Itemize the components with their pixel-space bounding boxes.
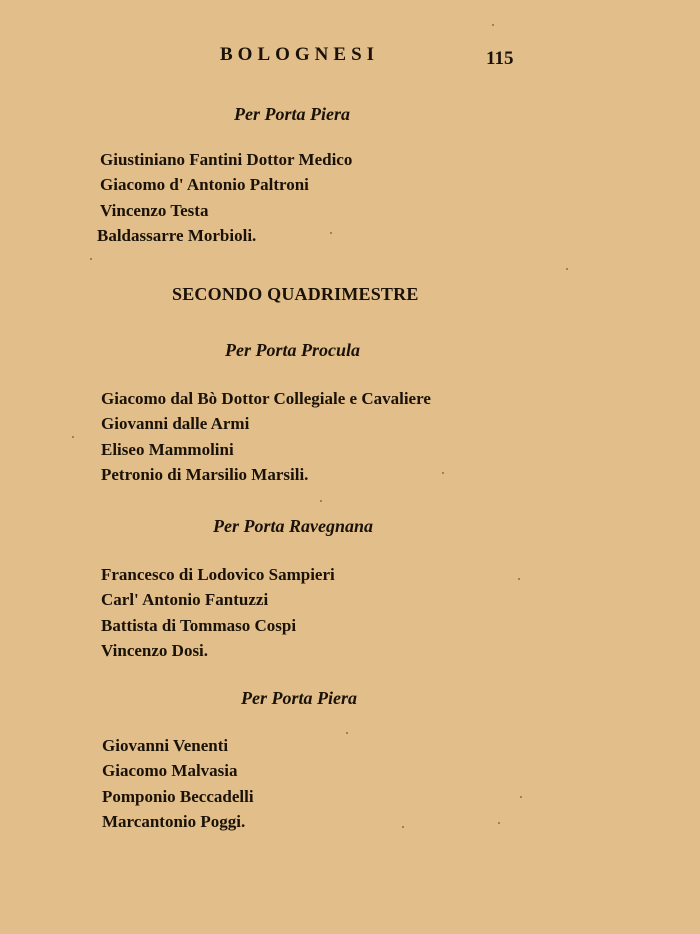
list-item: Giacomo Malvasia [102, 761, 238, 781]
name-list-porta-piera-2 [102, 733, 254, 834]
list-item: Carl' Antonio Fantuzzi [101, 590, 269, 610]
list-item: Giovanni dalle Armi [101, 414, 250, 434]
list-item: Eliseo Mammolini [101, 439, 234, 459]
scan-speck [346, 732, 348, 734]
scan-speck [566, 268, 568, 270]
list-item: Giovanni Venenti [102, 736, 229, 755]
list-item: Vincenzo Dosi. [101, 640, 209, 660]
list-item: Francesco di Lodovico Sampieri [101, 565, 335, 584]
list-item: Giustiniano Fantini Dottor Medico [100, 150, 353, 169]
name-list-porta-ravegnana [101, 562, 335, 663]
list-item: Marcantonio Poggi. [102, 811, 246, 831]
scan-speck [402, 826, 404, 828]
scan-speck [492, 24, 494, 26]
list-item: Pomponio Beccadelli [102, 786, 254, 806]
list-item: Battista di Tommaso Cospi [101, 615, 297, 635]
list-item: Vincenzo Testa [100, 200, 209, 220]
scan-speck [330, 232, 332, 234]
scan-speck [320, 500, 322, 502]
scan-speck [520, 796, 522, 798]
name-list-porta-piera [97, 147, 353, 248]
list-item: Baldassarre Morbioli. [97, 225, 257, 245]
section-heading-porta-piera-2: Per Porta Piera [241, 688, 357, 708]
scan-speck [442, 472, 444, 474]
scan-speck [518, 578, 520, 580]
section-heading-porta-ravegnana: Per Porta Ravegnana [213, 516, 373, 536]
name-list-porta-procula [101, 386, 431, 487]
running-title: BOLOGNESI [220, 44, 380, 65]
scan-speck [90, 258, 92, 260]
period-title: SECONDO QUADRIMESTRE [172, 284, 419, 304]
section-heading-porta-procula: Per Porta Procula [225, 340, 360, 360]
list-item: Petronio di Marsilio Marsili. [101, 464, 309, 484]
list-item: Giacomo d' Antonio Paltroni [100, 175, 309, 195]
scan-speck [498, 822, 500, 824]
section-heading-porta-piera: Per Porta Piera [234, 104, 350, 124]
list-item: Giacomo dal Bò Dottor Collegiale e Cavaliere [101, 389, 431, 408]
page-number: 115 [486, 48, 514, 69]
scan-speck [72, 436, 74, 438]
